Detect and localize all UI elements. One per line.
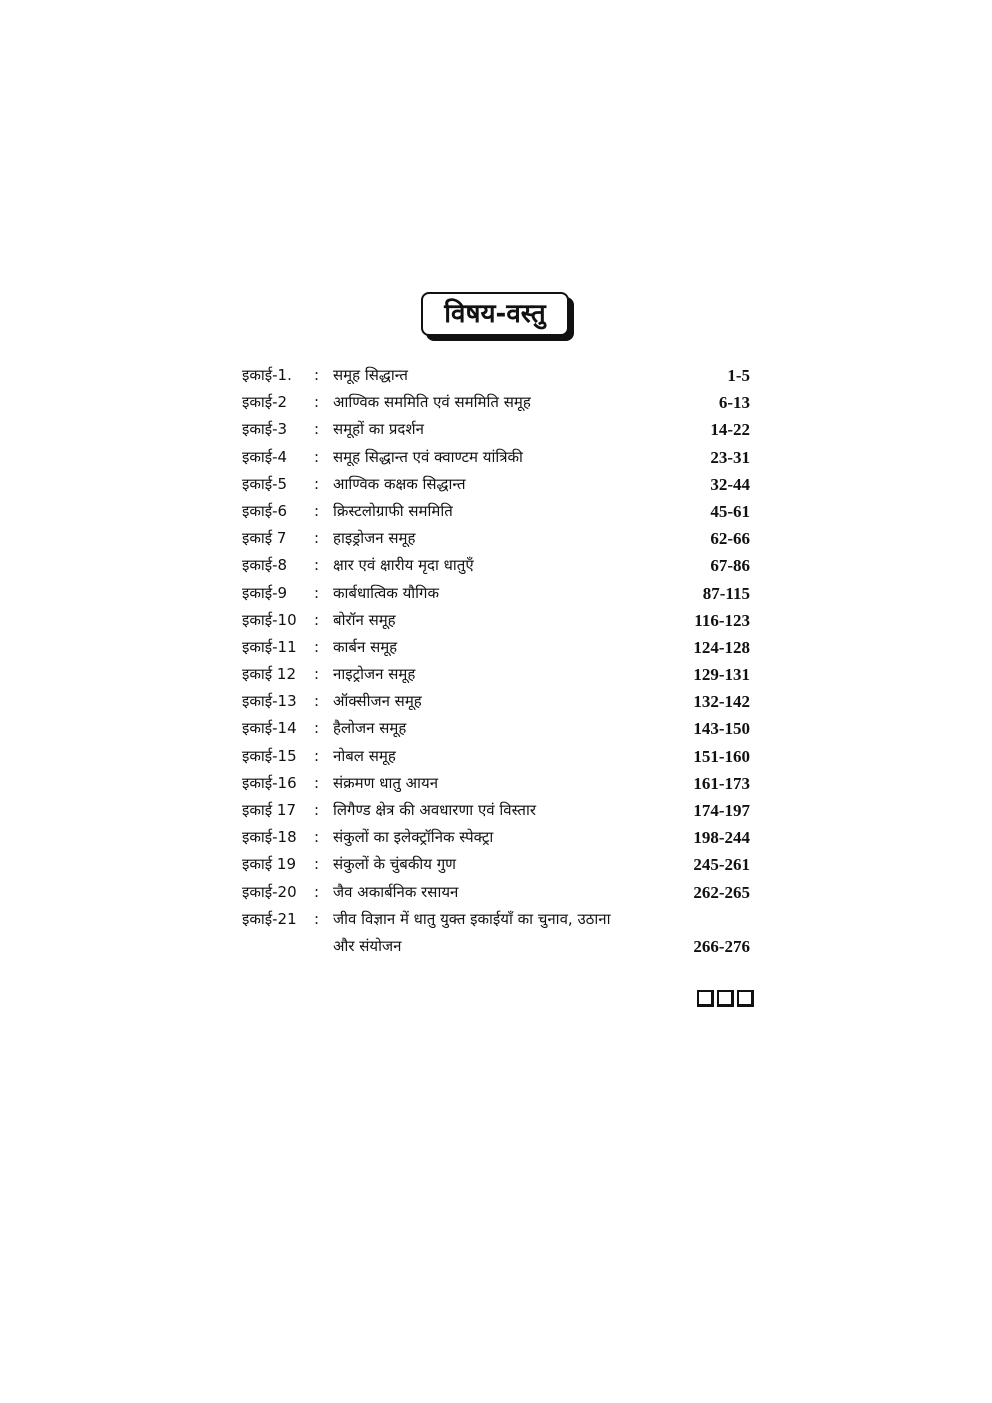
page-range: 14-22 (710, 420, 750, 440)
toc-row-unit-7[interactable] (242, 525, 752, 552)
page-range: 132-142 (693, 692, 750, 712)
page-range: 245-261 (693, 855, 750, 875)
unit-label: इकाई-21 (242, 909, 297, 928)
unit-label: इकाई-4 (242, 447, 288, 466)
page-range: 198-244 (693, 828, 750, 848)
topic-title: ऑक्सीजन समूह (333, 692, 422, 711)
separator: : (314, 637, 320, 656)
topic-title: कार्बन समूह (333, 637, 398, 656)
toc-row-unit-10[interactable] (242, 607, 752, 634)
topic-title: जैव अकार्बनिक रसायन (333, 882, 459, 901)
toc-row-unit-21[interactable] (242, 906, 752, 960)
toc-row-unit-15[interactable] (242, 743, 752, 770)
unit-label: इकाई 17 (242, 801, 296, 819)
topic-title: समूहों का प्रदर्शन (333, 420, 424, 439)
topic-title: संकुलों का इलेक्ट्रॉनिक स्पेक्ट्रा (333, 828, 494, 847)
unit-label: इकाई-15 (242, 746, 297, 765)
topic-title: आण्विक सममिति एवं सममिति समूह (333, 393, 531, 412)
toc-row-unit-16[interactable] (242, 770, 752, 797)
toc-row-unit-2[interactable] (242, 389, 752, 416)
unit-label: इकाई-1. (242, 366, 292, 384)
toc-row-unit-9[interactable] (242, 580, 752, 607)
toc-row-unit-5[interactable] (242, 471, 752, 498)
toc-row-unit-1[interactable] (242, 362, 752, 389)
toc-row-unit-20[interactable] (242, 879, 752, 906)
separator: : (314, 801, 320, 819)
unit-label: इकाई-13 (242, 692, 297, 711)
page-range: 87-115 (702, 583, 750, 603)
unit-label: इकाई-2 (242, 393, 288, 412)
separator: : (314, 665, 320, 684)
table-of-contents (242, 362, 752, 960)
topic-title-line-1: जीव विज्ञान में धातु युक्त इकाईयाँ का चुनाव, उठाना (333, 909, 611, 928)
unit-label: इकाई-6 (242, 501, 288, 520)
separator: : (314, 420, 320, 439)
toc-row-unit-12[interactable] (242, 661, 752, 688)
unit-label: इकाई-3 (242, 420, 288, 439)
separator: : (314, 773, 320, 792)
page-range: 45-61 (710, 501, 750, 521)
topic-title: क्रिस्टलोग्राफी सममिति (333, 501, 453, 520)
topic-title: नाइट्रोजन समूह (333, 665, 416, 684)
square-icon (737, 990, 754, 1007)
toc-row-unit-18[interactable] (242, 824, 752, 851)
separator: : (314, 719, 320, 738)
unit-label: इकाई-20 (242, 882, 297, 901)
topic-title: हाइड्रोजन समूह (333, 529, 416, 548)
unit-label: इकाई-16 (242, 773, 297, 792)
topic-title: हैलोजन समूह (333, 719, 407, 738)
separator: : (314, 556, 320, 575)
topic-title: समूह सिद्धान्त एवं क्वाण्टम यांत्रिकी (333, 447, 523, 466)
square-icon (717, 990, 734, 1007)
unit-label: इकाई-5 (242, 474, 288, 493)
separator: : (314, 529, 320, 548)
toc-row-unit-3[interactable] (242, 416, 752, 443)
toc-row-unit-6[interactable] (242, 498, 752, 525)
page-range: 174-197 (693, 801, 750, 820)
topic-title: आण्विक कक्षक सिद्धान्त (333, 474, 466, 493)
square-icon (697, 990, 714, 1007)
end-of-section-mark (697, 990, 754, 1007)
page-range: 262-265 (693, 882, 750, 902)
page-range: 62-66 (710, 529, 750, 549)
toc-row-unit-13[interactable] (242, 688, 752, 715)
separator: : (314, 828, 320, 847)
separator: : (314, 474, 320, 493)
unit-label: इकाई-8 (242, 556, 288, 575)
toc-row-unit-8[interactable] (242, 552, 752, 579)
topic-title: क्षार एवं क्षारीय मृदा धातुएँ (333, 556, 474, 575)
unit-label: इकाई-14 (242, 719, 297, 738)
page-range: 6-13 (718, 393, 750, 413)
unit-label: इकाई-9 (242, 583, 288, 602)
separator: : (314, 882, 320, 901)
page-range: 124-128 (693, 637, 750, 657)
topic-title: संकुलों के चुंबकीय गुण (333, 855, 457, 874)
unit-label: इकाई-10 (242, 610, 297, 629)
separator: : (314, 746, 320, 765)
toc-row-unit-14[interactable] (242, 715, 752, 742)
page-title-frame (421, 292, 575, 342)
toc-row-unit-11[interactable] (242, 634, 752, 661)
separator: : (314, 501, 320, 520)
separator: : (314, 610, 320, 629)
topic-title: समूह सिद्धान्त (333, 366, 408, 384)
topic-title: नोबल समूह (333, 746, 396, 765)
page-range: 23-31 (710, 447, 750, 467)
unit-label: इकाई-11 (242, 637, 297, 656)
topic-title: संक्रमण धातु आयन (333, 773, 439, 792)
toc-row-unit-4[interactable] (242, 444, 752, 471)
page-title: विषय-वस्तु (421, 292, 569, 336)
separator: : (314, 583, 320, 602)
page-range: 67-86 (710, 556, 750, 576)
topic-title-line-2: और संयोजन (333, 936, 402, 955)
page-range: 116-123 (694, 610, 750, 630)
page-range: 129-131 (693, 665, 750, 685)
unit-label: इकाई-18 (242, 828, 297, 847)
unit-label: इकाई 7 (242, 529, 287, 548)
topic-title: कार्बधात्विक यौगिक (333, 583, 440, 602)
separator: : (314, 855, 320, 874)
topic-title: लिगैण्ड क्षेत्र की अवधारणा एवं विस्तार (333, 801, 536, 819)
topic-title: बोरॉन समूह (333, 610, 396, 629)
unit-label: इकाई 19 (242, 855, 296, 874)
separator: : (314, 393, 320, 412)
separator: : (314, 366, 320, 384)
page-range: 266-276 (693, 936, 750, 956)
page-range: 1-5 (727, 366, 750, 385)
page-range: 32-44 (710, 474, 750, 494)
unit-label: इकाई 12 (242, 665, 296, 684)
toc-row-unit-17[interactable] (242, 797, 752, 824)
page-range: 151-160 (693, 746, 750, 766)
page-range: 161-173 (693, 773, 750, 793)
page-range: 143-150 (693, 719, 750, 739)
separator: : (314, 909, 320, 928)
separator: : (314, 692, 320, 711)
toc-row-unit-19[interactable] (242, 851, 752, 878)
separator: : (314, 447, 320, 466)
